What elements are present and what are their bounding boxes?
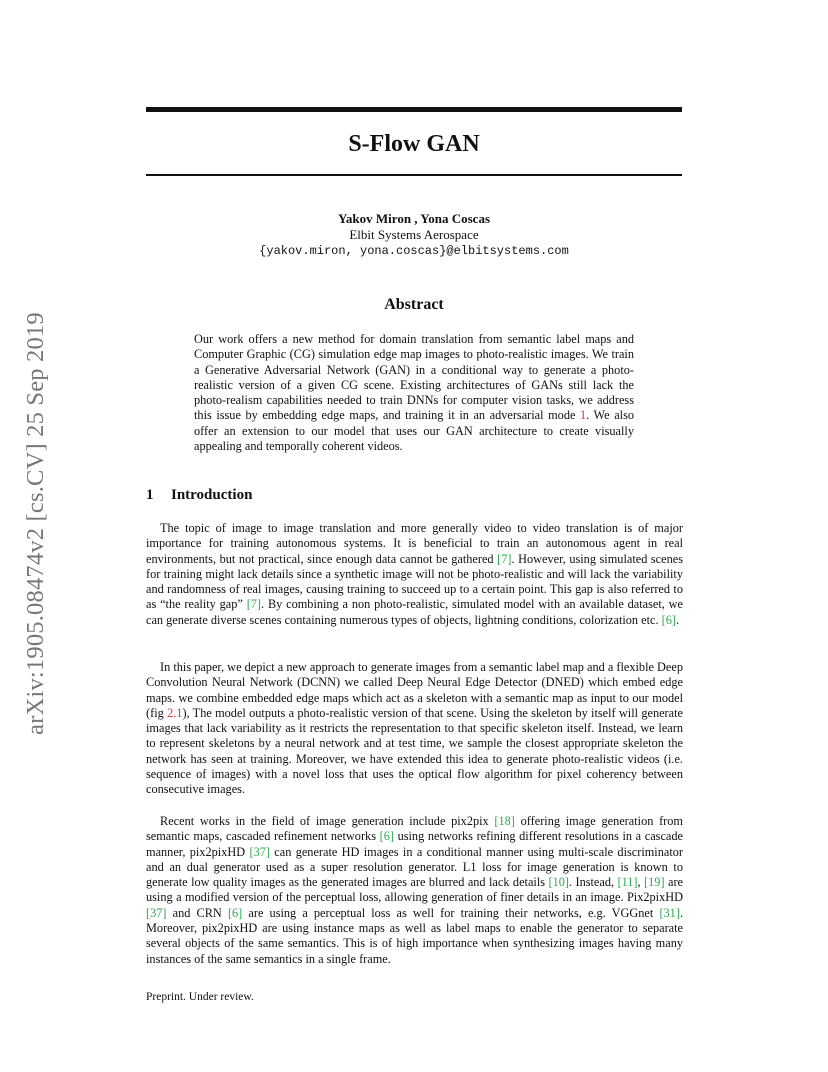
citation-link[interactable]: [18] xyxy=(494,814,515,828)
paragraph-text: using networks refining different resolutions in a cascade manner, pix2pixHD xyxy=(146,829,683,859)
paragraph-text: The topic of image to image translation and more generally video to video translation is of major importance for training autonomous systems. It is beneficial to train an autonomous agent in real environments, but not practical, since enough data cannot be gathered xyxy=(146,521,683,566)
section-number: 1 xyxy=(146,487,154,503)
preprint-footer: Preprint. Under review. xyxy=(146,991,254,1003)
citation-link[interactable]: [10] xyxy=(548,875,569,890)
intro-paragraph-1 xyxy=(146,521,683,628)
paragraph-text: ), The model outputs a photo-realistic version of that scene. Using the skeleton by itself will generate images that lack variability as it restricts the representation to that specific skeleton itself. Instead, we learn to represent skeletons by a neural network and at test time, we sample the closest appropriate skeleton the network has seen at training. Moreover, we have extended this idea to generate photo-realistic videos (i.e. sequence of images) with a novel loss that uses the optical flow algorithm for pixel coherency between consecutive images. xyxy=(146,705,683,797)
citation-link[interactable]: [7] xyxy=(246,597,262,612)
abstract-body xyxy=(194,332,634,454)
paragraph-text: are using a modified version of the perceptual loss, allowing generation of finer details in an image. Pix2pixHD xyxy=(146,875,683,905)
arxiv-identifier xyxy=(22,286,50,761)
intro-paragraph-3 xyxy=(146,814,683,967)
paragraph-text: Recent works in the field of image generation include pix2pix xyxy=(160,814,495,828)
intro-paragraph-2 xyxy=(146,660,683,798)
paragraph-text: . Instead, xyxy=(568,875,618,890)
section-title: Introduction xyxy=(171,487,253,503)
paragraph-text: , xyxy=(637,875,645,890)
citation-link[interactable]: [6] xyxy=(227,905,243,920)
citation-link[interactable]: [19] xyxy=(644,875,665,890)
abstract-ref-link[interactable]: 1 xyxy=(580,408,587,423)
citation-link[interactable]: [31] xyxy=(659,905,680,920)
title-rule-top xyxy=(146,107,682,112)
citation-link[interactable]: [7] xyxy=(497,551,512,566)
abstract-heading: Abstract xyxy=(384,296,444,313)
author-affiliation: Elbit Systems Aerospace xyxy=(349,227,479,242)
paragraph-text: can generate HD images in a conditional manner using multi-scale discriminator and an dual generator used as a super resolution generator. L1 loss for image generation is known to generate low quality images as the generated images are blurred and lack details xyxy=(146,844,683,890)
arxiv-identifier-text: arXiv:1905.08474v2 [cs.CV] 25 Sep 2019 xyxy=(22,312,49,735)
paragraph-text: . Moreover, pix2pixHD are using instance maps as well as label maps to enable the generator to separate several objects of the same semantics. This is of high importance when synthesizing images having many instances of the same semantics in a single frame. xyxy=(146,905,684,966)
paragraph-text: . However, using simulated scenes for training might lack details since a synthetic image will not be photo-realistic and will lack the variability and randomness of real images, causing training to succeed up to a certain point. This gap is also referred to as “the reality gap” xyxy=(146,551,683,612)
author-names: Yakov Miron , Yona Coscas xyxy=(337,211,491,226)
paragraph-text: and CRN xyxy=(166,905,228,920)
paragraph-text: . xyxy=(675,612,680,627)
citation-link[interactable]: [37] xyxy=(146,905,167,920)
paper-title: S-Flow GAN xyxy=(348,131,480,157)
citation-link[interactable]: [6] xyxy=(661,612,676,627)
paragraph-text: In this paper, we depict a new approach to generate images from a semantic label map and a flexible Deep Convolution Neural Network (DCNN) we called Deep Neural Edge Detector (DNED) which embed edge maps. we combine embedded edge maps which act as a skeleton with a semantic map as input to our model (fig xyxy=(146,660,683,720)
section-heading-introduction xyxy=(146,486,682,504)
abstract-text-1: Our work offers a new method for domain translation from semantic label maps and Computer Graphic (CG) simulation edge map images to photo-realistic images. We train a Generative Adversarial Network (GAN) in a conditional way to generate a photo-realistic version of a given CG scene. Existing architectures of GANs still lack the photo-realism capabilities needed to train DNNs for computer vision tasks, we address this issue by embedding edge maps, and training it in an adversarial mode xyxy=(194,332,634,423)
abstract-text-2: . We also offer an extension to our model that uses our GAN architecture to create visually appealing and temporally coherent videos. xyxy=(194,408,635,454)
paragraph-text: offering image generation from semantic maps, cascaded refinement networks xyxy=(146,814,683,844)
author-block xyxy=(146,211,682,259)
paragraph-text: are using a perceptual loss as well for training their networks, e.g. VGGnet xyxy=(242,905,660,920)
citation-link[interactable]: [6] xyxy=(379,829,394,844)
citation-link[interactable]: [37] xyxy=(249,844,270,859)
title-rule-bottom xyxy=(146,174,682,176)
figure-ref-link[interactable]: 2.1 xyxy=(167,705,183,720)
citation-link[interactable]: [11] xyxy=(617,875,638,890)
paragraph-text: . By combining a non photo-realistic, simulated model with an available dataset, we can generate diverse scenes containing numerous types of objects, lightning conditions, colorization etc. xyxy=(146,597,683,627)
author-email: {yakov.miron, yona.coscas}@elbitsystems.com xyxy=(259,244,569,258)
